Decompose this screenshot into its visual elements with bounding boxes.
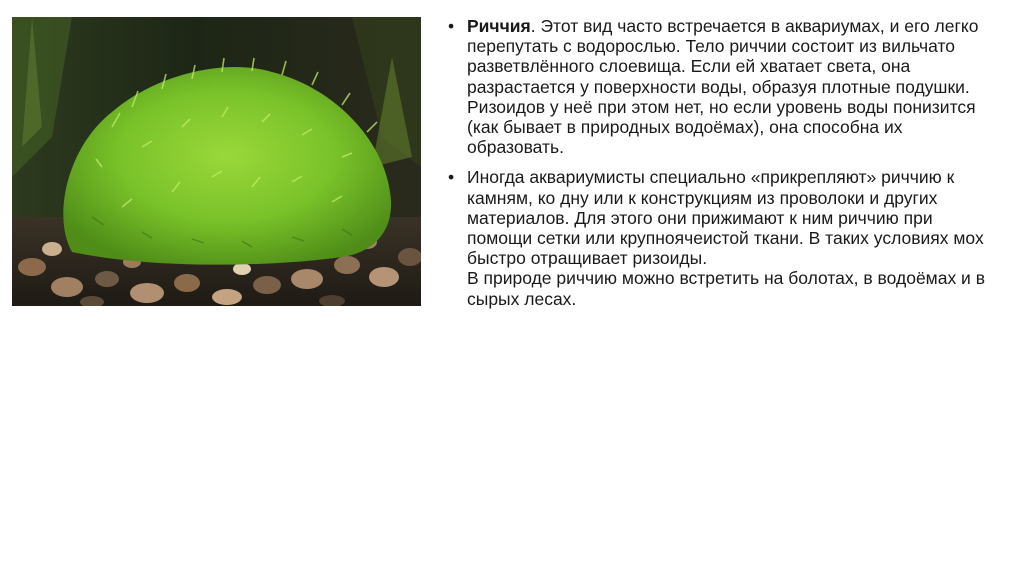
bullet-text: Иногда аквариумисты специально «прикрепляют» риччию к камням, ко дну или к конструкциям из проволоки и других материалов. Для этого они прижимают к ним риччию при помощи сетки или крупноячеистой ткани. В таких условиях мох быстро отращивает ризоиды. (467, 167, 984, 269)
bullet-text-habitat: В природе риччию можно встретить на болотах, в водоёмах и в сырых лесах. (467, 268, 985, 309)
bullet-mark: • (448, 16, 455, 36)
riccia-photo (12, 17, 421, 306)
bullet-aquarium-attachment (446, 167, 986, 308)
bullet-text: . Этот вид часто встречается в аквариумах, и его легко перепутать с водорослью. Тело риччии состоит из вильчато разветвлённого слоевища. Если ей хватает света, она разрастается у поверхности воды, образуя плотные подушки. Ризоидов у неё при этом нет, но если уровень воды понизится (как бывает в природных водоёмах), она способна их образовать. (467, 16, 979, 158)
bullet-mark: • (448, 167, 455, 188)
bullet-paragraph (467, 16, 986, 157)
bullet-riccia-description (446, 16, 986, 157)
riccia-moss-image (12, 17, 421, 306)
text-block (446, 16, 986, 319)
term-riccia: Риччия (467, 16, 531, 36)
